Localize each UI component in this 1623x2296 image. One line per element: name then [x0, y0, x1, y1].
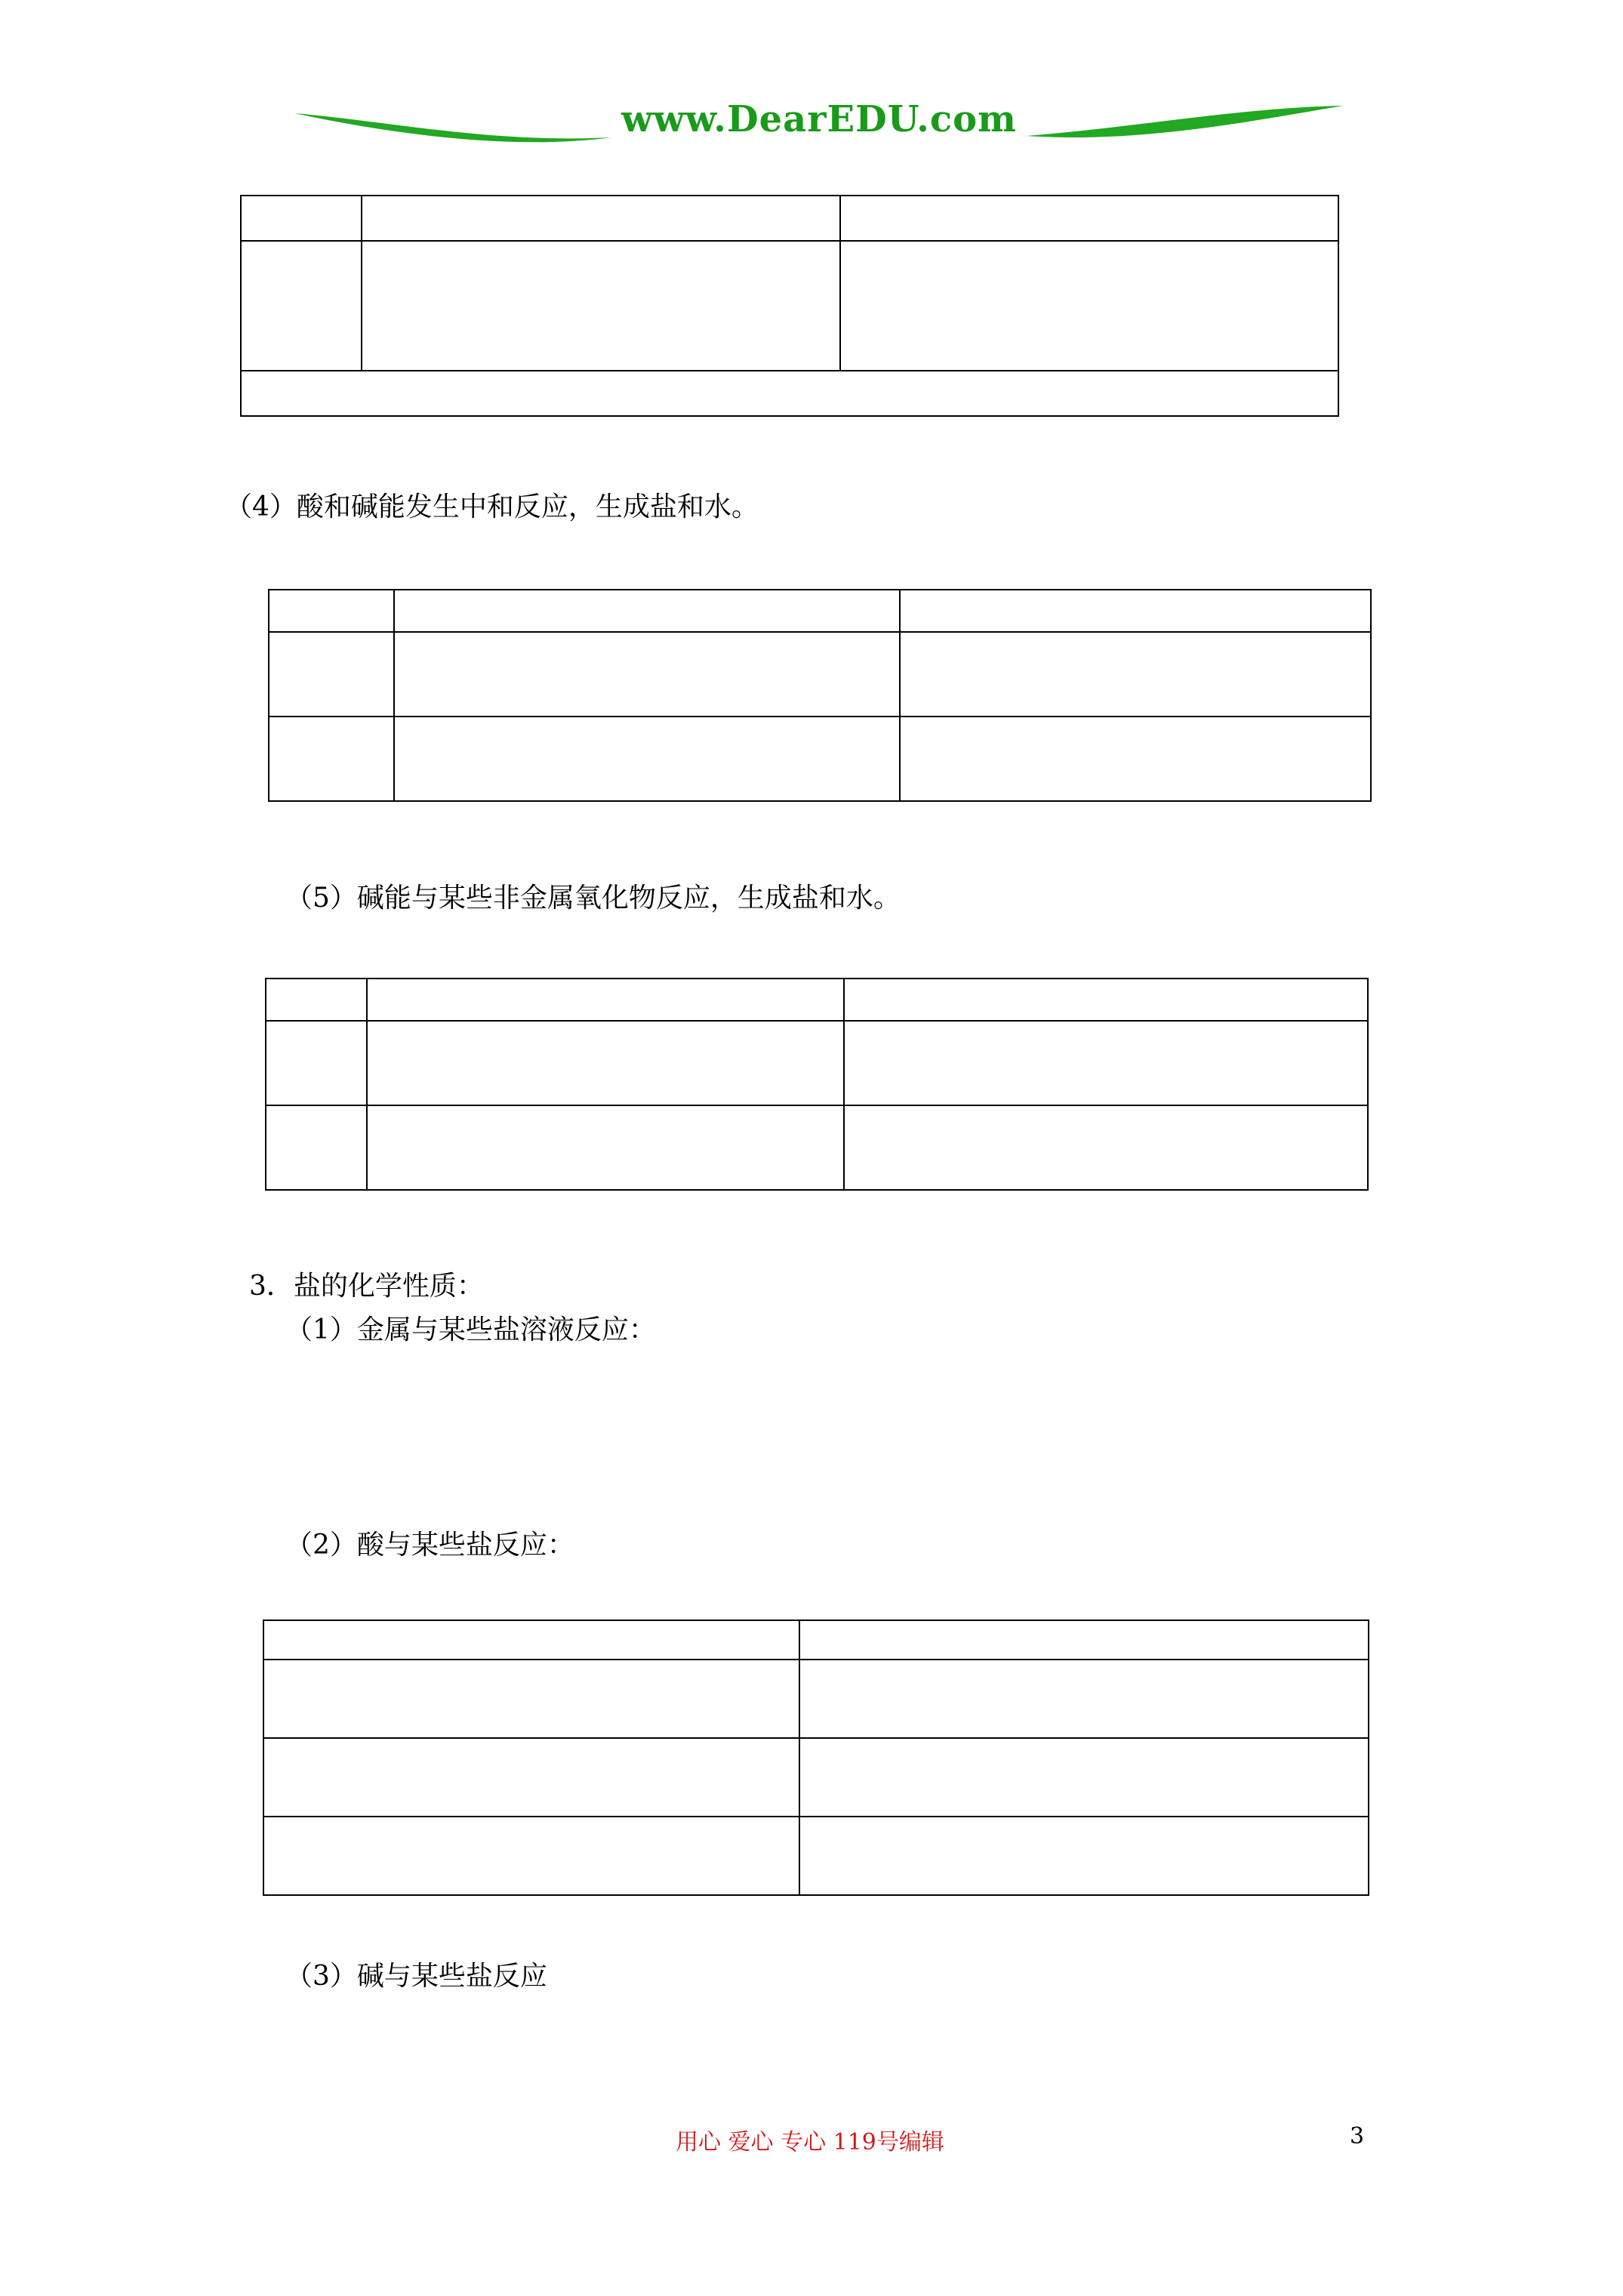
table-cell [263, 1738, 799, 1817]
table-cell [394, 590, 900, 632]
site-logo: www.DearEDU.com [621, 98, 1017, 140]
table-cell [362, 196, 840, 241]
salt-properties-heading: 3．盐的化学性质： [249, 1271, 484, 1302]
table-cell [844, 1105, 1368, 1190]
table-cell [266, 978, 367, 1021]
table-cell [799, 1817, 1369, 1895]
table-cell [394, 717, 900, 801]
table-cell [799, 1660, 1369, 1738]
table-top [240, 195, 1339, 417]
footer-note: 用心 爱心 专心 119号编辑 [676, 2129, 944, 2156]
table-neutralization [268, 589, 1372, 802]
salt-item-2: （2）酸与某些盐反应： [285, 1530, 574, 1561]
table-cell [844, 1021, 1368, 1105]
table-cell [367, 1105, 844, 1190]
table-cell [263, 1817, 799, 1895]
table-cell [266, 1021, 367, 1105]
table-nonmetal-oxide [265, 978, 1369, 1191]
table-cell [241, 371, 1338, 416]
table-cell [266, 1105, 367, 1190]
table-cell [799, 1620, 1369, 1660]
table-cell [263, 1620, 799, 1660]
table-cell [900, 632, 1371, 717]
table-cell [269, 717, 394, 801]
table-cell [263, 1660, 799, 1738]
table-cell [269, 632, 394, 717]
table-cell [362, 241, 840, 371]
table-cell [799, 1738, 1369, 1817]
table-cell [241, 241, 362, 371]
table-cell [367, 978, 844, 1021]
table-cell [900, 590, 1371, 632]
section-5-heading: （5）碱能与某些非金属氧化物反应，生成盐和水。 [285, 883, 901, 914]
salt-item-3: （3）碱与某些盐反应 [285, 1961, 547, 1992]
table-cell [241, 196, 362, 241]
table-cell [844, 978, 1368, 1021]
table-cell [900, 717, 1371, 801]
table-cell [840, 196, 1338, 241]
page-number: 3 [1350, 2123, 1365, 2150]
table-cell [394, 632, 900, 717]
section-4-heading: （4）酸和碱能发生中和反应，生成盐和水。 [225, 492, 759, 522]
salt-item-1: （1）金属与某些盐溶液反应： [285, 1314, 656, 1345]
table-cell [367, 1021, 844, 1105]
table-acid-salt [263, 1620, 1369, 1896]
table-cell [840, 241, 1338, 371]
table-cell [269, 590, 394, 632]
